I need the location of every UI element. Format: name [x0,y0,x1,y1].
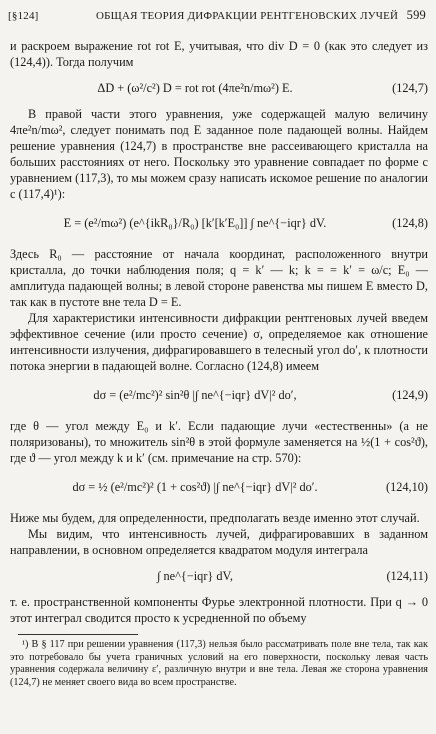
equation-124-7 [10,74,428,102]
equation-124-9 [10,378,428,414]
equation-number: (124,7) [392,81,428,95]
running-header [8,6,426,28]
paragraph: Ниже мы будем, для определенности, предполагать везде именно этот случай. [10,511,420,525]
paragraph: и раскроем выражение rot rot E, учитывая, что div D = 0 (как это следует из (124,4)). Тогда получим [10,39,428,69]
paragraph: Для характеристики интенсивности дифракции рентгеновых лучей введем эффективное сечение (или просто сечение) σ, определяемое как отношение интенсивности излучения, дифрагировавшего в телесный угол do′, к плотности потока энергии в падающей волне. Согласно (124,8) имеем [10,311,428,373]
equation-number: (124,10) [385,480,428,494]
page-body [10,38,428,689]
paragraph: Мы видим, что интенсивность лучей, дифрагировавших в заданном направлении, в основном определяется квадратом модуля интеграла [10,527,428,557]
running-title: ОБЩАЯ ТЕОРИЯ ДИФРАКЦИИ РЕНТГЕНОВСКИХ ЛУЧЕЙ [96,10,399,22]
paragraph: Здесь R₀ — расстояние от начала координат, расположенного внутри кристалла, до точки наблюдения поля; q = k′ — k; k = = k′ = ω/c; E₀ — амплитуда падающей волны; в левой стороне равенства мы пишем E вместо D, так как в пустоте вне тела D = E. [10,247,428,309]
paragraph: В правой части этого уравнения, уже содержащей малую величину 4πe²n/mω², следует понимать под E заданное поле падающей волны. Найдем решение уравнения (124,7) в пространстве вне рассеивающего кристалла на больших расстояниях от него. Поскольку это уравнение совпадает по форме с уравнением (117,3), то мы можем сразу написать искомое решение по аналогии с (117,4)¹): [10,107,428,201]
equation-124-8 [10,206,428,242]
equation-124-10 [10,470,428,506]
paragraph: т. е. пространственной компоненты Фурье электронной плотности. При q → 0 этот интеграл сводится просто к усредненной по объему [10,595,428,625]
equation-number: (124,11) [386,569,428,583]
equation-124-11 [10,562,428,590]
paragraph: где θ — угол между E₀ и k′. Если падающие лучи «естественны» (а не поляризованы), то множитель sin²θ в этой формуле заменяется на ½(1 + cos²ϑ), где ϑ — угол между k и k′ (см. примечание на стр. 570): [10,419,428,465]
equation-number: (124,8) [392,216,428,230]
equation-formula: ΔD + (ω²/c²) D = rot rot (4πe²n/mω²) E. [97,81,293,95]
section-number: [§124] [8,10,39,22]
footnote: ¹) В § 117 при решении уравнения (117,3) нельзя было рассматривать поле вне тела, так как это потребовало бы учета граничных условий на его поверхности, поскольку левая часть уравнения содержала величину ε′, различную внутри и вне тела. Левая же сторона уравнения (124,7) не меняет своего вида во всем пространстве. [10,639,428,688]
equation-formula: dσ = (e²/mc²)² sin²θ |∫ ne^{−iqr} dV|² do′, [93,388,297,402]
equation-number: (124,9) [392,388,428,402]
equation-formula: dσ = ½ (e²/mc²)² (1 + cos²ϑ) |∫ ne^{−iqr} dV|² do′. [72,480,318,494]
page-number: 599 [406,8,426,22]
footnote-divider [18,634,138,635]
equation-formula: ∫ ne^{−iqr} dV, [157,569,233,583]
equation-formula: E = (e²/mω²) (e^{ikR₀}/R₀) [k′[k′E₀]] ∫ ne^{−iqr} dV. [63,216,327,230]
